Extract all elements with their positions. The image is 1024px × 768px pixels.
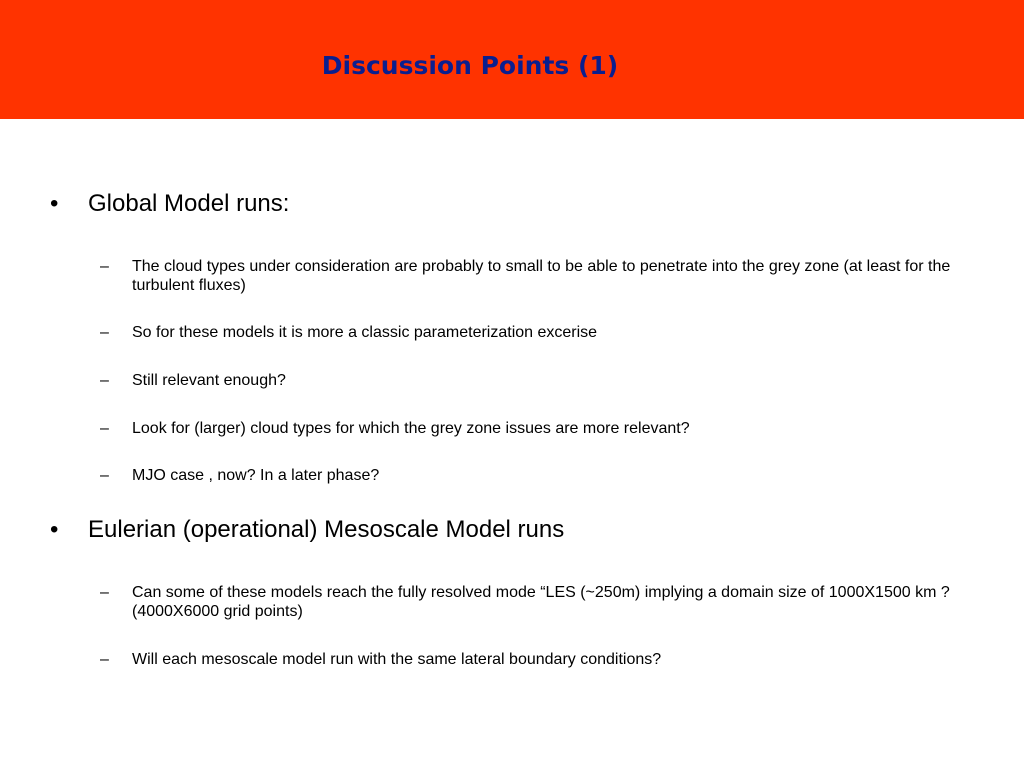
sub-bullet-text: Will each mesoscale model run with the same lateral boundary conditions? [132, 651, 662, 668]
sub-bullet-text: Look for (larger) cloud types for which the grey zone issues are more relevant? [132, 420, 690, 437]
dash-marker: – [100, 584, 109, 601]
dash-marker: – [100, 651, 109, 668]
bullet-text: Eulerian (operational) Mesoscale Model runs [88, 516, 565, 543]
bullet-marker: • [50, 190, 59, 217]
dash-marker: – [100, 258, 109, 275]
dash-marker: – [100, 467, 109, 484]
sub-bullet-text: The cloud types under consideration are probably to small to be able to penetrate into the grey zone (at least for the turbulent fluxes) [132, 258, 951, 294]
sub-bullet-text: So for these models it is more a classic parameterization excerise [132, 324, 598, 341]
dash-marker: – [100, 324, 109, 341]
dash-marker: – [100, 372, 109, 389]
dash-marker: – [100, 420, 109, 437]
bullet-marker: • [50, 516, 59, 543]
sub-bullet-text: Can some of these models reach the fully resolved mode “LES (~250m) implying a domain size of 1000X1500 km ? (4000X6000 grid points) [132, 584, 950, 620]
sub-bullet-text: Still relevant enough? [132, 372, 286, 389]
slide-title: Discussion Points (1) [321, 51, 619, 80]
bullet-text: Global Model runs: [88, 190, 290, 217]
sub-bullet-text: MJO case , now? In a later phase? [132, 467, 380, 484]
